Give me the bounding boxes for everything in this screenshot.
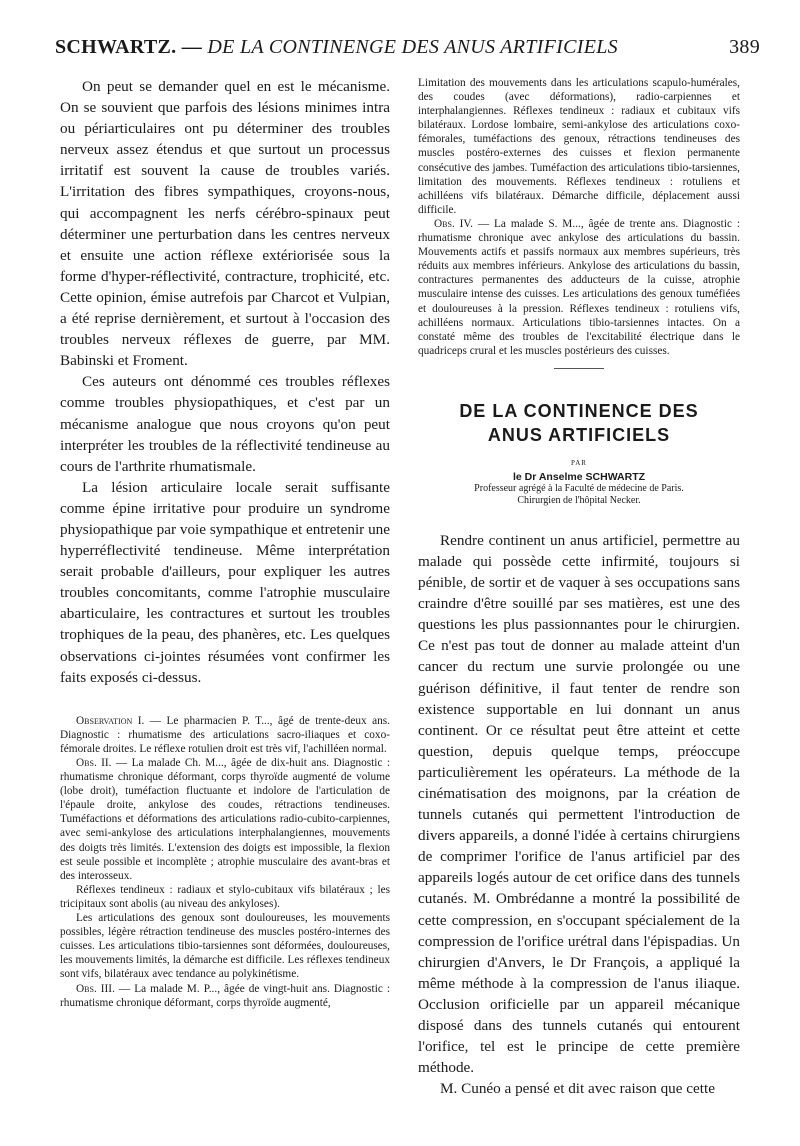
running-header: [55, 36, 760, 70]
observation-1: [60, 714, 390, 756]
header-author: SCHWARTZ. —: [55, 36, 203, 58]
article-byline: le Dr Anselme SCHWARTZ: [512, 470, 646, 483]
observation-2-reflexes: Réflexes tendineux : radiaux et stylo-cubitaux vifs bilatéraux ; les tricipitaux sont abolis (au niveau des ankyloses).: [60, 883, 390, 910]
right-column: [418, 76, 740, 1099]
article-title-line-1: DE LA CONTINENCE DES: [459, 400, 699, 421]
author-affiliation-1: Professeur agrégé à la Faculté de médecine de Paris.: [474, 482, 684, 494]
observation-3-label: Obs. III.: [76, 982, 115, 995]
left-column: [60, 76, 390, 1010]
author-affiliation-2: Chirurgien de l'hôpital Necker.: [517, 495, 641, 507]
article-title: [418, 399, 740, 447]
article-title-line-2: ANUS ARTIFICIELS: [487, 424, 671, 445]
header-title: DE LA CONTINENGE DES ANUS ARTIFICIELS: [207, 36, 618, 58]
by-label: PAR: [571, 458, 587, 467]
observation-2: [60, 756, 390, 883]
observation-4: [418, 217, 740, 358]
page-number: 389: [729, 36, 760, 58]
observation-2-label: Obs. II.: [76, 757, 112, 769]
observation-2-joints: Les articulations des genoux sont douloureuses, les mouvements possibles, légère rétraction tendineuse des muscles postéro-internes des cuisses. Les articulations tibio-tarsiennes sont déformées, douloureuses, les mouvements limités, la démarche est difficile. Les réflexes tendineux sont vifs, bilatéraux avec tendance au polykinétisme.: [60, 912, 390, 981]
spacer: [418, 508, 740, 530]
observation-2-text: — La malade Ch. M..., âgée de dix-huit ans. Diagnostic : rhumatisme chronique déformant, corps thyroïde augmenté de volume (lobe droit), tuméfaction fluctuante et indolore de l'articulation de l'épaule droite, ankylose des coudes, rétractions tendineuses. Tuméfactions et déformations des articulations radio-cubito-carpiennes, avec semi-ankylose des articulations interphalangiennes, mouvements des doigts très limités. L'extension des doigts est impossible, la flexion est seule possible et incomplète ; atrophie musculaire des avant-bras et des interosseux.: [60, 757, 390, 882]
observation-4-text: — La malade S. M..., âgée de trente ans. Diagnostic : rhumatisme chronique avec ankylose des articulations du bassin. Mouvements actifs et passifs normaux aux membres supérieurs, très réduits aux membres inférieurs. Ankylose des articulations du bassin, contractures permanentes des adducteurs de la cuisse, atrophie musculaire intense des cuisses. Les articulations des genoux tuméfiées et douloureuses à la pression. Réflexes tendineux : rotuliens vifs, achilléens normaux. Articulations tibio-tarsiennes intactes. On a constaté même des troubles de l'excitabilité électrique dans le quadriceps crural et les muscles postérieurs des cuisses.: [418, 217, 740, 357]
observation-3-text: — La malade M. P..., âgée de vingt-huit ans. Diagnostic : rhumatisme chronique déformant, corps thyroïde augmenté,: [60, 982, 391, 1009]
observation-4-label: Obs. IV.: [434, 217, 473, 230]
left-paragraph-1: On peut se demander quel en est le mécanisme. On se souvient que parfois des lésions minimes intra ou périarticulaires ont pu déterminer des troubles nerveux assez étendus et que surtout un processus irritatif est souvent la cause de troubles variés. L'irritation des fibres sympathiques, croyons-nous, qui accompagnent les nerfs cérébro-spinaux peut déterminer une perturbation dans les centres nerveux et ensuite une action réflexe extériorisée sous la forme d'hyper-réflectivité, contracture, trophicité, etc. Cette opinion, émise autrefois par Charcot et Vulpian, a été reprise dernièrement, et surtout à l'occasion des troubles nerveux réflexes de guerre, par MM. Babinski et Froment.: [60, 78, 390, 370]
section-divider: [554, 368, 604, 369]
spacer: [60, 688, 390, 714]
observation-1-label: Observation I.: [76, 714, 145, 727]
observation-3: [60, 982, 390, 1010]
left-paragraph-3: La lésion articulaire locale serait suffisante comme épine irritative pour produire un syndrome physiopathique par voie sympathique et entretenir une hyperréflectivité tendineuse. Même interprétation serait probable d'ailleurs, pour expliquer les autres troubles concomitants, comme l'atrophie musculaire abarticulaire, les contractures et surtout les troubles trophiques de la peau, des phanères, etc. Les quelques observations ci-jointes résumées vont confirmer les faits exposés ci-dessus.: [60, 478, 390, 686]
article-paragraph-1: Rendre continent un anus artificiel, permettre au malade qui possède cette infirmité, toujours si pénible, de sortir et de vaquer à ses occupations sans craindre d'être souillé par ses matières, est une des questions les plus passionnantes pour le chirurgien. Ce n'est pas tout de donner au malade atteint d'un cancer du rectum une survie prolongée ou une guérison définitive, il faut tenter de rendre son existence supportable en lui donnant un anus continent. Or ce résultat peut être atteint et cette question, depuis quelque temps, préoccupe particulièrement les opérateurs. La méthode de la cinématisation des moignons, par la création de tunnels cutanés qui permettent l'introduction de divers appareils, a donné l'idée à certains chirurgiens de comprimer l'orifice de l'anus artificiel par des appareils logés autour de cet orifice dans des tunnels cutanés. M. Ombrédanne a montré la possibilité de cette compression, en s'occupant spécialement de la compression de l'orifice urétral dans l'épispadias. Un chirurgien d'Anvers, le Dr François, a appliqué la même méthode à la compression de l'anus iliaque. Occlusion orificielle par un appareil mécanique disposé dans des tunnels cutanés qui entourent l'orifice, tel est le principe de cette première méthode.: [418, 531, 740, 1077]
observation-3-continued: Limitation des mouvements dans les articulations scapulo-humérales, des coudes (avec déformations), radio-carpiennes et interphalangiennes. Réflexes tendineux : radiaux et cubitaux vifs bilatéraux. Lordose lombaire, semi-ankylose des articulations coxo-fémorales, tuméfactions des genoux, rétractions tendineuses des muscles postéro-externes des cuisses et flexion permanente consécutive des jambes. Tuméfaction des articulations tibio-tarsiennes, limitation des mouvements. Réflexes tendineux : rotuliens et achilléens vifs bilatéraux. Démarche difficile, déplacement aussi difficile.: [418, 77, 740, 216]
observation-1-text: — Le pharmacien P. T..., âgé de trente-deux ans. Diagnostic : rhumatisme des articulations sacro-iliaques et coxo-fémorale droites. Le réflexe rotulien droit est très vif, l'achilléen normal.: [60, 714, 390, 755]
left-paragraph-2: Ces auteurs ont dénommé ces troubles réflexes comme troubles physiopathiques, et c'est par un mécanisme analogue que nous croyons qu'on peut interpréter les troubles de la réflectivité tendineuse au cours de l'arthrite rhumatismale.: [60, 373, 390, 475]
article-paragraph-2: M. Cunéo a pensé et dit avec raison que cette: [440, 1080, 715, 1098]
